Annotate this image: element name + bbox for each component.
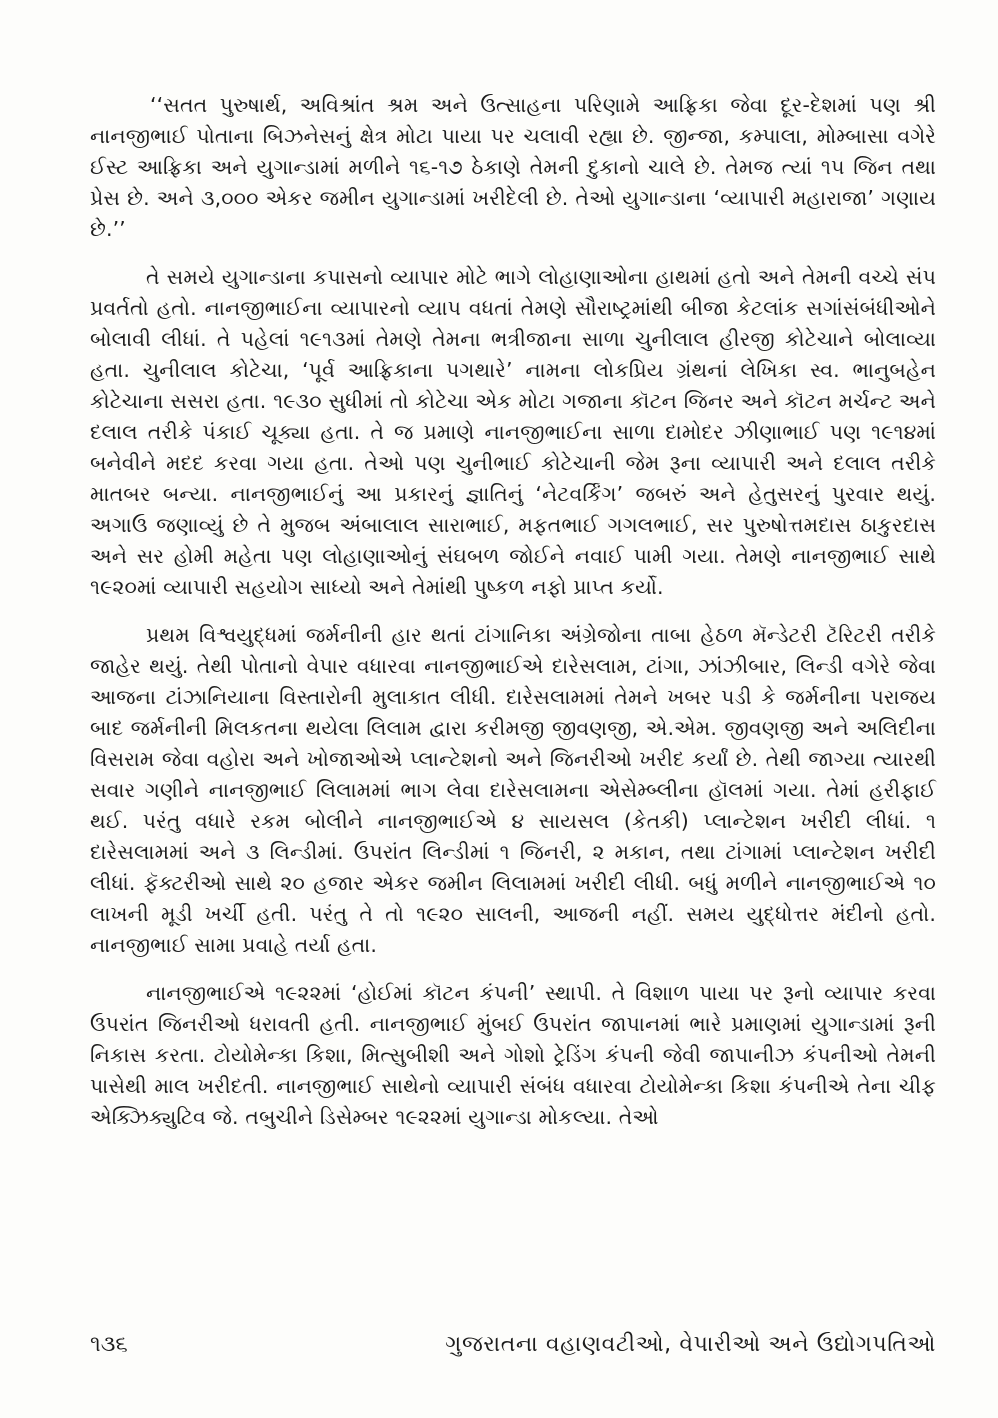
body-paragraph-lohana-network: તે સમયે યુગાન્ડાના કપાસનો વ્યાપાર મોટે ભાગે લોહાણાઓના હાથમાં હતો અને તેમની વચ્ચે સંપ પ્રવર્તતો હતો. નાનજીભાઈના વ્યાપારનો વ્યાપ વધતાં તેમણે સૌરાષ્ટ્રમાંથી બીજા કેટલાંક સગાંસંબંધીઓને બોલાવી લીધાં. તે પહેલાં ૧૯૧૩માં તેમણે તેમના ભત્રીજાના સાળા ચુનીલાલ હીરજી કોટેચાને બોલાવ્યા હતા. ચુનીલાલ કોટેચા, ‘પૂર્વ આફ્રિકાના પગથારે’ નામના લોકપ્રિય ગ્રંથનાં લેખિકા સ્વ. ભાનુબહેન કોટેચાના સસરા હતા. ૧૯૩૦ સુધીમાં તો કોટેચા એક મોટા ગજાના કૉટન જિનર અને કૉટન મર્ચન્ટ અને દલાલ તરીકે પંકાઈ ચૂક્યા હતા. તે જ પ્રમાણે નાનજીભાઈના સાળા દામોદર ઝીણાભાઈ પણ ૧૯૧૪માં બનેવીને મદદ કરવા ગયા હતા. તેઓ પણ ચુનીભાઈ કોટેચાની જેમ રૂના વ્યાપારી અને દલાલ તરીકે માતબર બન્યા. નાનજીભાઈનું આ પ્રકારનું જ્ઞાતિનું ‘નેટવર્કિંગ’ જબરું અને હેતુસરનું પુરવાર થયું. અગાઉ જણાવ્યું છે તે મુજબ અંબાલાલ સારાભાઈ, મફતભાઈ ગગલભાઈ, સર પુરુષોત્તમદાસ ઠાકુરદાસ અને સર હોમી મહેતા પણ લોહાણાઓનું સંઘબળ જોઈને નવાઈ પામી ગયા. તેમણે નાનજીભાઈ સાથે ૧૯૨૦માં વ્યાપારી સહયોગ સાધ્યો અને તેમાંથી પુષ્કળ નફો પ્રાપ્ત કર્યો. xyxy=(90,265,936,599)
body-paragraph-tanganyika: પ્રથમ વિશ્વયુદ્ધમાં જર્મનીની હાર થતાં ટાંગાનિકા અંગ્રેજોના તાબા હેઠળ મૅન્ડેટરી ટૅરિટરી તરીકે જાહેર થયું. તેથી પોતાનો વેપાર વધારવા નાનજીભાઈએ દારેસલામ, ટાંગા, ઝાંઝીબાર, લિન્ડી વગેરે જેવા આજના ટાંઝાનિયાના વિસ્તારોની મુલાકાત લીધી. દારેસલામમાં તેમને ખબર પડી કે જર્મનીના પરાજય બાદ જર્મનીની મિલકતના થયેલા લિલામ દ્વારા કરીમજી જીવણજી, એ.એમ. જીવણજી અને અલિદીના વિસરામ જેવા વહોરા અને ખોજાઓએ પ્લાન્ટેશનો અને જિનરીઓ ખરીદ કર્યાં છે. તેથી જાગ્યા ત્યારથી સવાર ગણીને નાનજીભાઈ લિલામમાં ભાગ લેવા દારેસલામના એસેમ્બ્લીના હૉલમાં ગયા. તેમાં હરીફાઈ થઈ. પરંતુ વધારે રકમ બોલીને નાનજીભાઈએ ૪ સાયસલ (કેતકી) પ્લાન્ટેશન ખરીદી લીધાં. ૧ દારેસલામમાં અને ૩ લિન્ડીમાં. ઉપરાંત લિન્ડીમાં ૧ જિનરી, ૨ મકાન, તથા ટાંગામાં પ્લાન્ટેશન ખરીદી લીધાં. ફૅક્ટરીઓ સાથે ૨૦ હજાર એકર જમીન લિલામમાં ખરીદી લીધી. બધું મળીને નાનજીભાઈએ ૧૦ લાખની મૂડી ખર્ચી હતી. પરંતુ તે તો ૧૯૨૦ સાલની, આજની નહીં. સમય યુદ્ધોત્તર મંદીનો હતો. નાનજીભાઈ સામા પ્રવાહે તર્યા હતા. xyxy=(90,623,936,957)
page-footer xyxy=(90,1330,936,1360)
page-number: ૧૩૬ xyxy=(90,1332,128,1357)
quote-paragraph: ‘‘સતત પુરુષાર્થ, અવિશ્રાંત શ્રમ અને ઉત્સાહના પરિણામે આફ્રિકા જેવા દૂર-દેશમાં પણ શ્રી નાનજીભાઈ પોતાના બિઝનેસનું ક્ષેત્ર મોટા પાયા પર ચલાવી રહ્યા છે. જીન્જા, કમ્પાલા, મોમ્બાસા વગેરે ઈસ્ટ આફ્રિકા અને યુગાન્ડામાં મળીને ૧૬-૧૭ ઠેકાણે તેમની દુકાનો ચાલે છે. તેમજ ત્યાં ૧૫ જિન તથા પ્રેસ છે. અને ૩,૦૦૦ એકર જમીન યુગાન્ડામાં ખરીદેલી છે. તેઓ યુગાન્ડાના ‘વ્યાપારી મહારાજા’ ગણાય છે.’’ xyxy=(90,93,936,241)
page-body xyxy=(90,90,936,1150)
body-paragraph-cotton-company: નાનજીભાઈએ ૧૯૨૨માં ‘હોઈમાં કૉટન કંપની’ સ્થાપી. તે વિશાળ પાયા પર રૂનો વ્યાપાર કરવા ઉપરાંત જિનરીઓ ધરાવતી હતી. નાનજીભાઈ મુંબઈ ઉપરાંત જાપાનમાં ભારે પ્રમાણમાં યુગાન્ડામાં રૂની નિકાસ કરતા. ટોયોમેન્કા કિશા, મિત્સુબીશી અને ગોશો ટ્રેડિંગ કંપની જેવી જાપાનીઝ કંપનીઓ તેમની પાસેથી માલ ખરીદતી. નાનજીભાઈ સાથેનો વ્યાપારી સંબંધ વધારવા ટોયોમેન્કા કિશા કંપનીએ તેના ચીફ એક્ઝિક્યુટિવ જે. તબુચીને ડિસેમ્બર ૧૯૨૨માં યુગાન્ડા મોકલ્યા. તેઓ xyxy=(90,981,936,1129)
running-title: ગુજરાતના વહાણવટીઓ, વેપારીઓ અને ઉદ્યોગપતિઓ xyxy=(445,1332,936,1357)
